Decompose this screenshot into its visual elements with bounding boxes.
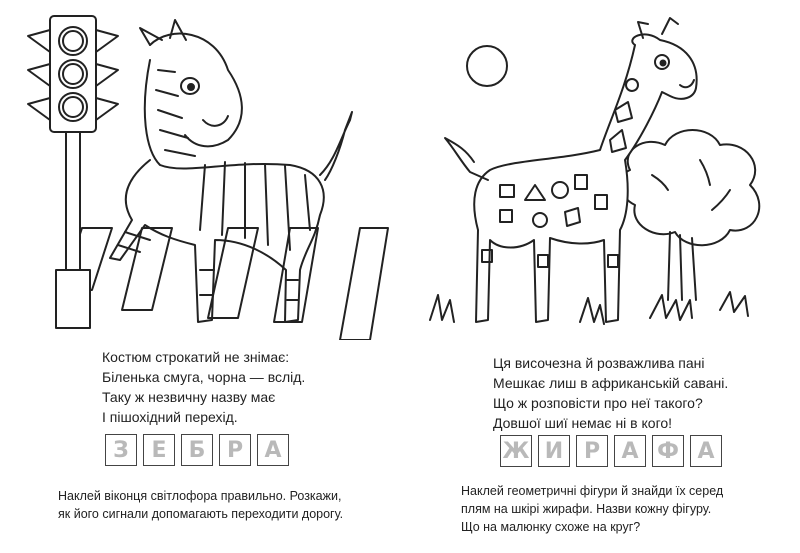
right-page [400, 0, 800, 553]
riddle-line: Ця височезна й розважлива пані [493, 355, 705, 371]
task-line: Наклей віконця світлофора правильно. Розкажи, [58, 489, 342, 503]
task-line: Що на малюнку схоже на круг? [461, 520, 641, 534]
crosswalk [62, 228, 388, 340]
task-line: Наклей геометричні фігури й знайди їх серед [461, 484, 724, 498]
letter-cell: Ж [500, 435, 532, 467]
task-line: як його сигнали допомагають переходити дорогу. [58, 507, 344, 521]
riddle-line: Що ж розповісти про неї такого? [493, 395, 703, 411]
zebra-crossing-illustration [0, 0, 400, 340]
task-instructions [58, 487, 343, 523]
letter-cell: А [614, 435, 646, 467]
tree-illustration [620, 130, 759, 300]
riddle-line: Таку ж незвичну назву має [102, 389, 276, 405]
traffic-light-icon [28, 16, 118, 328]
letter-cell: А [257, 434, 289, 466]
riddle-line: Мешкає лиш в африканській савані. [493, 375, 729, 391]
giraffe-illustration-area [400, 0, 800, 345]
letter-cell: Ф [652, 435, 684, 467]
task-line: плям на шкірі жирафи. Назви кожну фігуру. [461, 502, 712, 516]
letter-cell: Р [219, 434, 251, 466]
riddle-line: Довшої шиї немає ні в кого! [493, 415, 673, 431]
task-instructions [461, 482, 723, 536]
letter-cell: Е [143, 434, 175, 466]
riddle-line: Костюм строкатий не знімає: [102, 349, 290, 365]
letter-cell: Р [576, 435, 608, 467]
riddle-line: І пішохідний перехід. [102, 409, 238, 425]
letter-cell: Б [181, 434, 213, 466]
answer-word-zebra [105, 434, 295, 466]
zebra-riddle [102, 347, 305, 427]
riddle-line: Біленька смуга, чорна — вслід. [102, 369, 306, 385]
sun-icon [467, 46, 507, 86]
answer-word-giraffe [500, 435, 728, 467]
letter-cell: З [105, 434, 137, 466]
letter-cell: А [690, 435, 722, 467]
letter-cell: И [538, 435, 570, 467]
giraffe-riddle [493, 353, 728, 433]
